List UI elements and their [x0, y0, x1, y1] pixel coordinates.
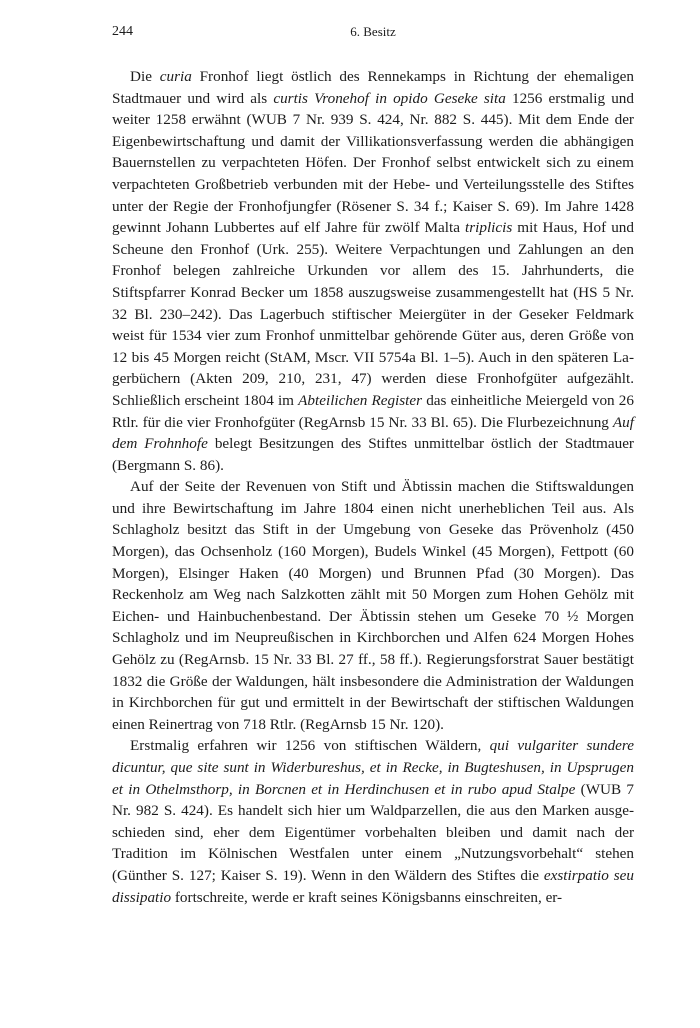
italic-text: exstirpatio seu dissipatio	[112, 866, 635, 906]
italic-text: Abteilichen Register	[298, 391, 423, 409]
page-number: 244	[112, 24, 133, 39]
body-text	[112, 66, 634, 908]
text-run: fortschreite, werde er kraft seines Königsbanns einschreiten, er-	[171, 888, 563, 906]
italic-text: curia	[159, 68, 192, 85]
italic-text: qui vulgariter sundere dicuntur, que site sunt in Widerbureshus, et in Recke, in Bugteshusen, in Upsprugen et in Othelmsthorp, in Borcnen et in Herdinchusen et in rubo apud Stalpe	[112, 737, 635, 798]
paragraph	[112, 66, 634, 476]
italic-text: curtis Vronehof in opido Geseke sita	[273, 89, 506, 107]
text-run: das einheitliche Meiergeld von 26 Rtlr. für die vier Fronhofgüter (RegArnsb 15 Nr. 33 Bl. 65). Die Flurbezeichnung	[112, 391, 634, 431]
paragraph	[112, 735, 634, 908]
text-run: Fronhof liegt östlich des Rennekamps in Richtung der ehemaligen Stadtmauer und wird als	[112, 68, 634, 107]
italic-text: Auf dem Frohnhofe	[112, 413, 634, 453]
page-header	[112, 24, 634, 46]
text-run: belegt Besitzungen des Stiftes unmittelbar östlich der Stadtmauer (Bergmann S. 86).	[112, 435, 634, 474]
text-run: Erstmalig erfahren wir 1256 von stiftischen Wäldern,	[130, 737, 490, 755]
text-run: 1256 erstmalig und weiter 1258 erwähnt (WUB 7 Nr. 939 S. 424, Nr. 882 S. 445). Mit dem Ende der Eigenbewirtschaftung und damit der Villikationsverfassung werden die abhängigen Bauernstellen zu verpachteten Höfen. Der Fronhof selbst entwickelt sich zu einem verpachteten Großbetrieb verbunden mit der Hebe- und Verteilungsstelle des Stiftes unter der Regie der Fronhofjungfer (Rösener S. 34 f.; Kaiser S. 69). Im Jahre 1428 gewinnt Johann Lubbertes auf elf Jahre für zwölf Malta	[112, 89, 634, 237]
text-run: mit Haus, Hof und Scheune den Fronhof (Urk. 255). Weitere Verpachtungen und Zahlungen an den Fronhof belegen zahlreiche Urkunden vor allem des 15. Jahrhunderts, die Stiftspfarrer Konrad Becker um 1858 auszugsweise zusammengestellt hat (HS 5 Nr. 32 Bl. 230–242). Das Lagerbuch stiftischer Meiergüter in der Geseker Feldmark weist für 1534 vier zum Fronhof unmittelbar gehörende Güter aus, deren Größe von 12 bis 45 Morgen reicht (StAM, Mscr. VII 5754a Bl. 1–5). Auch in den späteren Lagerbüchern (Akten 209, 210, 231, 47) werden diese Fronhofgüter aufgezählt. Schließlich erscheint 1804 im	[112, 219, 634, 409]
text-run: Auf der Seite der Revenuen von Stift und Äbtissin machen die Stiftswaldungen und ihre Bewirtschaftung im Jahre 1804 einen nicht unerheblichen Teil aus. Als Schlagholz besitzt das Stift in der Umgebung von Geseke das Prövenholz (450 Morgen), das Ochsenholz (160 Morgen), Budels Winkel (45 Morgen), Fettpott (60 Morgen), Elsinger Haken (40 Morgen) und Brunnen Pfad (30 Morgen). Das Reckenholz am Weg nach Salzkotten zählt mit 50 Morgen zum Hohen Gehölz mit Eichen- und Hainbuchenbestand. Der Äbtissin stehen um Geseke 70 ½ Morgen Schlagholz und im Neupreußischen in Kirchborchen und Alfen 624 Morgen Hohes Gehölz zu (RegArnsb. 15 Nr. 33 Bl. 27 ff., 58 ff.). Regierungsforstrat Sauer bestätigt 1832 die Größe der Waldungen, hält insbesondere die Administration der Waldungen in Kirchborchen für gut und ermittelt in der Bewirtschaft der stiftischen Waldungen einen Reinertrag von 718 Rtlr. (RegArnsb 15 Nr. 120).	[112, 478, 634, 733]
text-run: (WUB 7 Nr. 982 S. 424). Es handelt sich hier um Waldparzellen, die aus den Marken ausgeschieden sind, eher dem Eigentümer vorbehalten bleiben und damit nach der Tradition im Kölnischen Westfalen unter einem „Nutzungsvorbehalt“ stehen (Günther S. 127; Kaiser S. 19). Wenn in den Wäldern des Stiftes die	[112, 780, 634, 884]
italic-text: triplicis	[465, 219, 513, 237]
running-head: 6. Besitz	[350, 24, 396, 39]
text-run: Die	[130, 68, 160, 85]
paragraph	[112, 476, 634, 735]
